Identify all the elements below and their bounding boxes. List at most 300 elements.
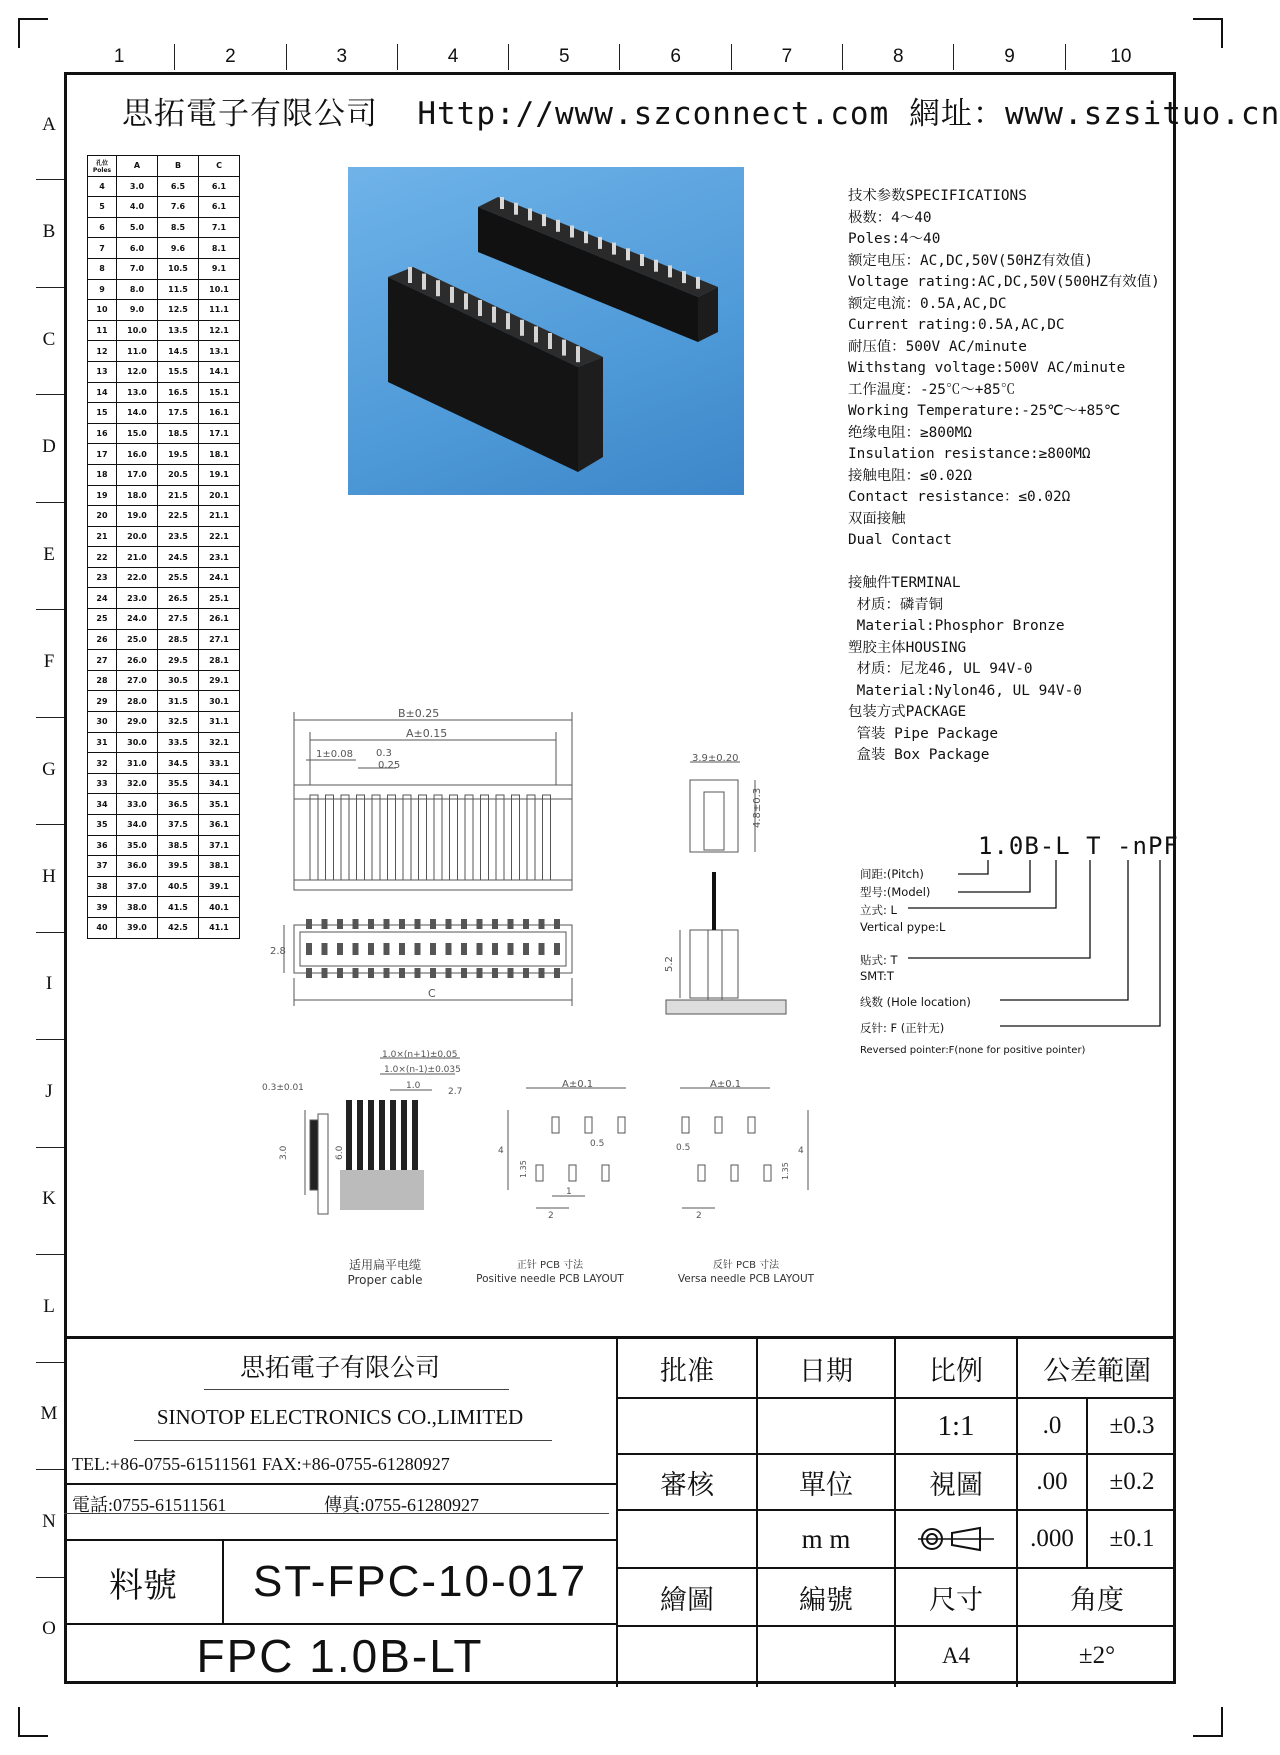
housing-slot [481, 795, 489, 880]
bottom-pin [337, 919, 343, 929]
column-number: 9 [953, 44, 1064, 70]
table-cell: 17.5 [158, 403, 199, 424]
bottom-pin [477, 943, 483, 955]
tb-tol2-val: ±0.2 [1109, 1468, 1155, 1495]
cable-conductor [401, 1100, 407, 1170]
table-row [88, 197, 240, 218]
bottom-pin [554, 968, 560, 978]
spec-line: 耐压值：500V AC/minute [848, 338, 1027, 355]
table-cell: 29 [88, 691, 117, 712]
table-cell: 10 [88, 300, 117, 321]
table-cell: 40.5 [158, 876, 199, 897]
table-cell: 37.0 [117, 876, 158, 897]
bottom-pin [477, 968, 483, 978]
table-cell: 22 [88, 547, 117, 568]
table-cell: 11.0 [117, 341, 158, 362]
housing-slot [527, 795, 535, 880]
table-cell: 26.0 [117, 650, 158, 671]
row-letter: C [42, 328, 56, 350]
bottom-pin [523, 919, 529, 929]
bottom-pin [508, 968, 514, 978]
table-row [88, 629, 240, 650]
table-cell: 40.1 [199, 897, 240, 918]
table-cell: 35.0 [117, 835, 158, 856]
table-cell: 11.5 [158, 279, 199, 300]
table-cell: 37.5 [158, 815, 199, 836]
pn-reversed-en: Reversed pointer:F(none for positive pointer) [860, 1045, 1086, 1056]
table-cell: 7 [88, 238, 117, 259]
row-divider [36, 502, 64, 503]
projection-symbol-icon [896, 1511, 1016, 1567]
table-cell: 32.5 [158, 712, 199, 733]
table-row [88, 712, 240, 733]
housing-slot [434, 795, 442, 880]
spec-line: 盒装 Box Package [848, 747, 990, 763]
spec-line: Material:Nylon46, UL 94V-0 [848, 682, 1082, 699]
table-cell: 12.1 [199, 320, 240, 341]
table-cell: 30 [88, 712, 117, 733]
table-cell: 26.1 [199, 609, 240, 630]
front-view-drawing [270, 700, 586, 1020]
pn-model-label: 型号:(Model) [860, 885, 931, 899]
spec-line: 塑胶主体HOUSING [848, 639, 967, 656]
side-view-drawing [660, 752, 810, 1022]
corner-mark [1193, 1707, 1223, 1737]
corner-mark [1193, 18, 1223, 48]
pn-vertical-cn: 立式: L [860, 903, 897, 917]
product-photo [348, 167, 744, 495]
table-cell: 8 [88, 258, 117, 279]
table-cell: 29.1 [199, 670, 240, 691]
table-cell: 36 [88, 835, 117, 856]
dim-pcb-2: 2 [548, 1211, 554, 1221]
connector-pin [520, 320, 524, 336]
table-cell: 13.0 [117, 382, 158, 403]
tb-tol2-key: .00 [1036, 1468, 1068, 1495]
table-cell: 16.0 [117, 444, 158, 465]
bottom-pin [384, 943, 390, 955]
table-row [88, 815, 240, 836]
table-cell: 15.1 [199, 382, 240, 403]
pn-hole-label: 线数 (Hole location) [860, 995, 971, 1009]
header-website-1[interactable]: Http://www.szconnect.com [417, 96, 890, 132]
pn-reversed-cn: 反针: F (正针无) [860, 1021, 945, 1035]
header-company: 思拓電子有限公司 [122, 96, 378, 132]
bottom-pin [461, 919, 467, 929]
table-cell: 31.0 [117, 753, 158, 774]
row-divider [36, 1039, 64, 1040]
bottom-pin [384, 919, 390, 929]
table-row [88, 217, 240, 238]
bottom-pin [399, 968, 405, 978]
positive-caption-en: Positive needle PCB LAYOUT [476, 1273, 624, 1285]
tb-part-label: 料號 [109, 1565, 177, 1606]
row-letter: G [42, 758, 56, 780]
table-cell: 21 [88, 526, 117, 547]
bottom-pin [353, 943, 359, 955]
table-cell: 5.0 [117, 217, 158, 238]
versa-caption-en: Versa needle PCB LAYOUT [677, 1273, 815, 1285]
tb-approve: 批准 [660, 1355, 714, 1387]
spec-line: 工作温度：-25℃～+85℃ [848, 381, 1016, 398]
bottom-pin [539, 943, 545, 955]
row-divider [36, 1254, 64, 1255]
table-cell: 23 [88, 567, 117, 588]
cable-insulation [340, 1170, 424, 1210]
spec-line: 极数：4～40 [848, 209, 932, 226]
bottom-pin [353, 919, 359, 929]
spec-line: Current rating:0.5A,AC,DC [848, 317, 1065, 333]
column-number: 10 [1065, 44, 1176, 70]
table-cell: 6.0 [117, 238, 158, 259]
row-letter: K [42, 1188, 56, 1210]
cable-conductor [390, 1100, 396, 1170]
table-cell: 21.5 [158, 485, 199, 506]
spec-line: Withstang voltage:500V AC/minute [848, 360, 1126, 376]
pn-smt-cn: 贴式: T [860, 953, 898, 967]
table-row [88, 341, 240, 362]
column-number: 4 [397, 44, 508, 70]
table-cell: 18.0 [117, 485, 158, 506]
connector-pin [528, 208, 532, 220]
dim-cable-3: 1.0 [406, 1081, 421, 1091]
poles-dimension-table [87, 155, 240, 939]
connector-pin [654, 260, 658, 272]
row-divider [36, 1469, 64, 1470]
table-cell: 36.1 [199, 815, 240, 836]
table-cell: 20 [88, 506, 117, 527]
table-cell: 29.5 [158, 650, 199, 671]
table-cell: 23.5 [158, 526, 199, 547]
table-cell: 33.0 [117, 794, 158, 815]
table-cell: 12.0 [117, 361, 158, 382]
spec-line: 接触件TERMINAL [848, 575, 961, 591]
row-divider [36, 1147, 64, 1148]
table-cell: 6.1 [199, 176, 240, 197]
tb-unit: m m [801, 1523, 851, 1554]
row-letter: H [42, 866, 56, 887]
table-cell: 15.0 [117, 423, 158, 444]
row-letter: O [42, 1618, 56, 1640]
connector-pin [612, 243, 616, 255]
tb-tol1-key: .0 [1042, 1412, 1062, 1439]
tb-number-label: 編號 [799, 1584, 853, 1616]
table-cell: 12.5 [158, 300, 199, 321]
table-cell: 37 [88, 856, 117, 877]
dim-pcb-a: A±0.1 [562, 1079, 594, 1090]
dim-pin2: 0.25 [378, 760, 401, 771]
table-cell: 24 [88, 588, 117, 609]
spec-line: 额定电流：0.5A,AC,DC [848, 295, 1007, 312]
spec-line: Working Temperature:-25℃～+85℃ [848, 403, 1120, 419]
row-letter: L [43, 1295, 55, 1317]
housing-slot [372, 795, 380, 880]
tb-scale-label: 比例 [929, 1355, 983, 1387]
table-row [88, 835, 240, 856]
connector-pin [450, 287, 454, 303]
tb-size: A4 [941, 1643, 971, 1668]
table-row [88, 320, 240, 341]
table-cell: 28 [88, 670, 117, 691]
table-cell: 13.5 [158, 320, 199, 341]
bottom-pin [306, 968, 312, 978]
connector-pin [436, 280, 440, 296]
table-cell: 35 [88, 815, 117, 836]
bottom-pin [539, 968, 545, 978]
bottom-pin [368, 968, 374, 978]
table-header-cell: A [117, 156, 158, 177]
spec-line: 技术参数SPECIFICATIONS [848, 188, 1027, 204]
dim-side-width: 3.9±0.20 [692, 753, 739, 764]
table-cell: 31.1 [199, 712, 240, 733]
bottom-pin [508, 943, 514, 955]
table-cell: 8.1 [199, 238, 240, 259]
pn-vertical-en: Vertical pype:L [860, 920, 946, 934]
table-cell: 11.1 [199, 300, 240, 321]
connector-render [348, 167, 744, 495]
connector-pin [478, 300, 482, 316]
table-cell: 20.0 [117, 526, 158, 547]
table-row [88, 176, 240, 197]
bottom-pin [554, 943, 560, 955]
housing-slot [543, 795, 551, 880]
table-row [88, 526, 240, 547]
dim-pcb-1: 1 [566, 1187, 572, 1197]
dim-cable-2: 1.0×(n-1)±0.035 [384, 1065, 461, 1075]
table-cell: 10.1 [199, 279, 240, 300]
bottom-pin [492, 943, 498, 955]
table-cell: 39.0 [117, 917, 158, 938]
table-cell: 14.5 [158, 341, 199, 362]
specifications-list [848, 186, 1160, 767]
table-cell: 18.1 [199, 444, 240, 465]
table-row [88, 382, 240, 403]
connector-pin [696, 277, 700, 289]
page-header [122, 88, 1280, 133]
tb-part-number: ST-FPC-10-017 [252, 1557, 588, 1606]
bottom-pin [430, 968, 436, 978]
row-divider [36, 1362, 64, 1363]
spec-line: Voltage rating:AC,DC,50V(500HZ有效值) [848, 274, 1160, 290]
bottom-pin [337, 968, 343, 978]
table-header-cell: C [199, 156, 240, 177]
table-cell: 16.1 [199, 403, 240, 424]
spec-line: 接触电阻：≤0.02Ω [848, 467, 972, 484]
housing-slot [403, 795, 411, 880]
row-letter: F [43, 651, 55, 673]
tb-tel-fax: TEL:+86-0755-61511561 FAX:+86-0755-61280927 [72, 1453, 450, 1474]
row-letter: J [45, 1080, 53, 1102]
table-row [88, 753, 240, 774]
table-cell: 28.1 [199, 650, 240, 671]
table-cell: 34.1 [199, 773, 240, 794]
column-number: 8 [842, 44, 953, 70]
row-divider [36, 609, 64, 610]
table-cell: 40 [88, 917, 117, 938]
connector-pin [500, 197, 504, 209]
cable-conductor [412, 1100, 418, 1170]
table-cell: 25.1 [199, 588, 240, 609]
row-letter: N [42, 1510, 56, 1532]
table-row [88, 609, 240, 630]
bottom-pin [399, 943, 405, 955]
table-row [88, 506, 240, 527]
connector-pin [422, 274, 426, 290]
table-cell: 36.5 [158, 794, 199, 815]
table-row [88, 897, 240, 918]
table-cell: 12 [88, 341, 117, 362]
table-cell: 22.5 [158, 506, 199, 527]
dim-pcb-135: 1.35 [519, 1160, 528, 1178]
bottom-pin [322, 919, 328, 929]
column-number: 6 [619, 44, 730, 70]
row-letter: M [40, 1403, 58, 1425]
table-cell: 22.1 [199, 526, 240, 547]
table-row [88, 691, 240, 712]
table-cell: 33.1 [199, 753, 240, 774]
table-cell: 6.1 [199, 197, 240, 218]
dim-pcb-4-versa: 4 [798, 1146, 804, 1156]
tb-product: FPC 1.0B-LT [196, 1630, 484, 1682]
table-cell: 15 [88, 403, 117, 424]
housing-slot [357, 795, 365, 880]
table-cell: 7.0 [117, 258, 158, 279]
tb-drawn: 繪圖 [660, 1584, 714, 1616]
bottom-pin [492, 968, 498, 978]
row-letter: I [45, 973, 53, 995]
table-row [88, 258, 240, 279]
tb-review: 審核 [660, 1469, 714, 1501]
spec-line: 管装 Pipe Package [848, 725, 999, 742]
table-cell: 25 [88, 609, 117, 630]
dim-pcb-05-versa: 0.5 [676, 1143, 691, 1153]
table-cell: 3.0 [117, 176, 158, 197]
connector-pin [668, 265, 672, 277]
spec-line: 双面接触 [848, 510, 906, 527]
table-row [88, 485, 240, 506]
bottom-pin [337, 943, 343, 955]
table-cell: 11 [88, 320, 117, 341]
table-cell: 36.0 [117, 856, 158, 877]
part-number-code: 1.0B-L T -nPF [978, 832, 1179, 860]
tb-tol3-val: ±0.1 [1109, 1525, 1155, 1552]
bottom-pin [353, 968, 359, 978]
dim-a: A±0.15 [406, 727, 448, 740]
bottom-pin [306, 943, 312, 955]
table-row [88, 361, 240, 382]
row-letter: A [42, 113, 56, 135]
spec-line [848, 552, 1160, 574]
table-row [88, 403, 240, 424]
table-cell: 9.0 [117, 300, 158, 321]
housing-slot [310, 795, 318, 880]
dim-pcb-2-versa: 2 [696, 1211, 702, 1221]
table-cell: 13.1 [199, 341, 240, 362]
bottom-pin [430, 943, 436, 955]
table-cell: 42.5 [158, 917, 199, 938]
table-row [88, 876, 240, 897]
positive-caption-cn: 正针 PCB 寸法 [516, 1260, 584, 1271]
column-number: 1 [113, 46, 125, 67]
spec-line: 绝缘电阻：≥800MΩ [848, 424, 972, 441]
title-block [64, 1336, 1176, 1687]
table-cell: 18.5 [158, 423, 199, 444]
bottom-pin [322, 943, 328, 955]
connector-pin [640, 254, 644, 266]
table-cell: 31 [88, 732, 117, 753]
table-cell: 16 [88, 423, 117, 444]
table-cell: 39 [88, 897, 117, 918]
dim-height: 2.8 [270, 946, 286, 957]
row-divider [36, 287, 64, 288]
table-cell: 30.0 [117, 732, 158, 753]
connector-pin [682, 271, 686, 283]
dim-cable-60: 6.0 [335, 1145, 345, 1160]
table-row [88, 732, 240, 753]
positive-pcb-layout [486, 1078, 656, 1228]
spec-line: Poles:4～40 [848, 231, 941, 247]
table-cell: 13 [88, 361, 117, 382]
housing-slot [450, 795, 458, 880]
table-cell: 24.1 [199, 567, 240, 588]
row-divider [36, 717, 64, 718]
table-cell: 17.0 [117, 464, 158, 485]
table-cell: 31.5 [158, 691, 199, 712]
table-cell: 6 [88, 217, 117, 238]
connector-pin [584, 231, 588, 243]
bottom-pin [415, 968, 421, 978]
housing-slot [419, 795, 427, 880]
table-cell: 41.5 [158, 897, 199, 918]
header-website-2[interactable]: www.szsituo.cn [1004, 96, 1280, 132]
table-cell: 32.1 [199, 732, 240, 753]
table-row [88, 423, 240, 444]
dim-pcb-a-versa: A±0.1 [710, 1079, 742, 1090]
row-letter: E [43, 543, 55, 565]
table-cell: 34.5 [158, 753, 199, 774]
table-cell: 16.5 [158, 382, 199, 403]
connector-pin [506, 313, 510, 329]
table-cell: 32 [88, 753, 117, 774]
table-cell: 15.5 [158, 361, 199, 382]
table-row [88, 794, 240, 815]
table-cell: 25.0 [117, 629, 158, 650]
table-cell: 14.1 [199, 361, 240, 382]
table-cell: 14.0 [117, 403, 158, 424]
table-cell: 9 [88, 279, 117, 300]
table-cell: 28.0 [117, 691, 158, 712]
tb-date: 日期 [799, 1355, 853, 1387]
table-row [88, 856, 240, 877]
bottom-pin [322, 968, 328, 978]
bottom-pin [399, 919, 405, 929]
tb-scale: 1:1 [937, 1409, 975, 1442]
table-row [88, 650, 240, 671]
table-cell: 26 [88, 629, 117, 650]
tb-company-cn: 思拓電子有限公司 [239, 1353, 440, 1382]
spec-line: Material:Phosphor Bronze [848, 618, 1065, 634]
dim-cable-thickness: 0.3±0.01 [262, 1083, 304, 1093]
table-cell: 39.5 [158, 856, 199, 877]
dim-side-height-2: 5.2 [664, 956, 675, 972]
corner-mark [18, 18, 48, 48]
connector-pin [534, 326, 538, 342]
spec-line: Insulation resistance:≥800MΩ [848, 446, 1091, 462]
dim-side-height: 4.8±0.3 [752, 787, 763, 828]
dim-pitch: 1±0.08 [316, 749, 354, 760]
dim-cable-1: 1.0×(n+1)±0.05 [382, 1050, 458, 1060]
table-cell: 10.5 [158, 258, 199, 279]
